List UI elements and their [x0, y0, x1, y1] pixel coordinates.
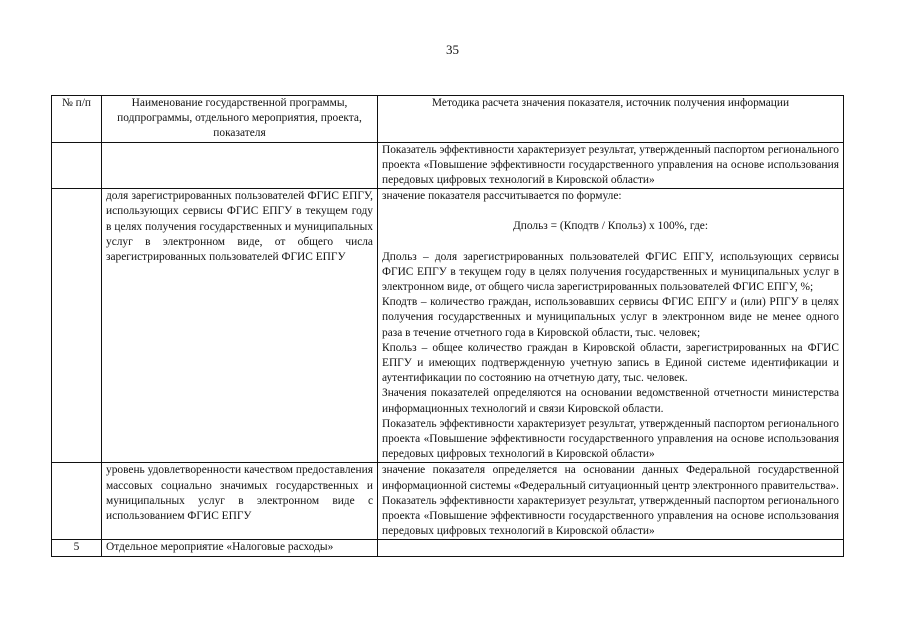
formula-intro: значение показателя рассчитывается по формуле: [382, 190, 622, 203]
table-row [52, 540, 844, 556]
row-name-cell [102, 142, 378, 189]
table-row [52, 189, 844, 463]
definition-kpodtv: Кподтв – количество граждан, использовавших сервисы ФГИС ЕПГУ и (или) РПГУ в целях получения государственных и муниципальных услуг в электронном виде не менее одного раза в течение отчетного года в Кировской области, тыс. человек; [382, 296, 839, 339]
row-name-cell: Отдельное мероприятие «Налоговые расходы» [102, 540, 378, 556]
data-source: значение показателя определяется на основании данных Федеральной государственной информационной системы «Федеральный ситуационный центр электронного правительства». [382, 464, 839, 492]
definition-kpolz: Кпольз – общее количество граждан в Кировской области, зарегистрированных на ФГИС ЕПГУ и имеющих подтвержденную учетную запись в Единой системе идентификации и аутентификации по состоянию на отчетную дату, тыс. человек. [382, 341, 839, 385]
row-method-cell: Показатель эффективности характеризует результат, утвержденный паспортом регионального проекта «Повышение эффективности государственного управления на основе использования передовых цифровых технологий в Кировской области» [378, 142, 844, 189]
header-number: № п/п [52, 96, 102, 143]
row-name-cell: уровень удовлетворенности качеством предоставления массовых социально значимых государственных и муниципальных услуг в электронном виде с использованием ФГИС ЕПГУ [102, 463, 378, 540]
definition-dpolz: Дпольз – доля зарегистрированных пользователей ФГИС ЕПГУ, использующих сервисы ФГИС ЕПГУ в текущем году в целях получения государственных и муниципальных услуг в электронном виде, от общего числа зарегистрированных пользователей ФГИС ЕПГУ, %; [382, 250, 839, 294]
formula: Дпольз = (Кподтв / Кпольз) х 100%, где: [513, 220, 708, 233]
table-row [52, 463, 844, 540]
header-name: Наименование государственной программы, подпрограммы, отдельного мероприятия, проекта, показателя [102, 96, 378, 143]
row-number-cell [52, 189, 102, 463]
row-method-cell [378, 189, 844, 463]
table-row [52, 142, 844, 189]
effectiveness-note: Показатель эффективности характеризует результат, утвержденный паспортом регионального проекта «Повышение эффективности государственного управления на основе использования передовых цифровых технологий в Кировской области» [382, 494, 839, 538]
page-number: 35 [446, 42, 459, 57]
data-source: Значения показателей определяются на основании ведомственной отчетности министерства информационных технологий и связи Кировской области. [382, 387, 839, 415]
row-method-cell [378, 463, 844, 540]
effectiveness-note: Показатель эффективности характеризует результат, утвержденный паспортом регионального проекта «Повышение эффективности государственного управления на основе использования передовых цифровых технологий в Кировской области» [382, 417, 839, 461]
row-name-cell: доля зарегистрированных пользователей ФГИС ЕПГУ, использующих сервисы ФГИС ЕПГУ в текущем году в целях получения государственных и муниципальных услуг в электронном виде, от общего числа зарегистрированных пользователей ФГИС ЕПГУ [102, 189, 378, 463]
table-header-row [52, 96, 844, 143]
row-number-cell [52, 463, 102, 540]
row-number-cell: 5 [52, 540, 102, 556]
row-number-cell [52, 142, 102, 189]
row-method-cell [378, 540, 844, 556]
indicator-table [51, 95, 844, 557]
header-method: Методика расчета значения показателя, источник получения информации [378, 96, 844, 143]
